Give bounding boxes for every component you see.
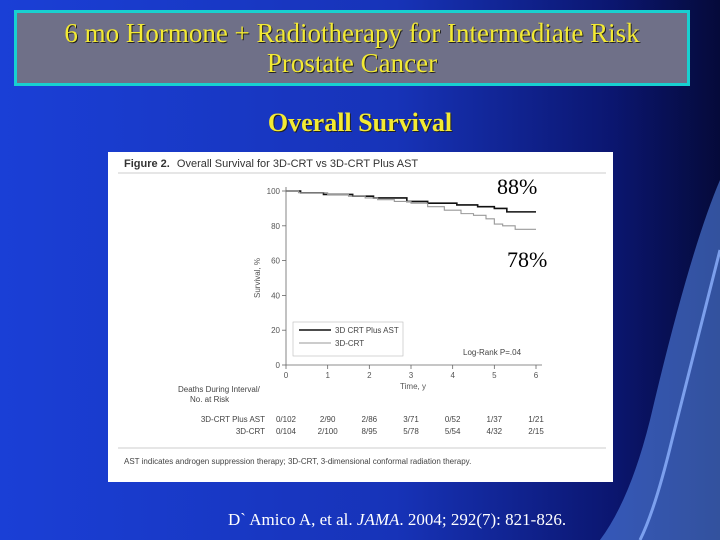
slide-title-line-2: Prostate Cancer [266, 48, 438, 78]
risk-cell-1-4: 5/54 [444, 427, 461, 436]
x-tick-label-4: 4 [450, 371, 455, 380]
figure-footnote: AST indicates androgen suppression therapy; 3D-CRT, 3-dimensional conformal radiation therapy. [124, 457, 472, 466]
citation-journal: JAMA [356, 510, 400, 529]
risk-cell-1-0: 0/104 [275, 427, 297, 436]
risk-header-line-1: Deaths During Interval/ [178, 385, 260, 394]
y-tick-label-40: 40 [271, 291, 280, 301]
log-rank-label: Log-Rank P=.04 [463, 348, 522, 357]
risk-cell-0-2: 2/86 [361, 415, 378, 424]
x-tick-label-0: 0 [283, 371, 289, 380]
plot-area [253, 187, 542, 391]
figure-caption-label: Figure 2. [124, 158, 170, 170]
svg-text:Figure 2. Overall Surviv [124, 158, 418, 170]
risk-cell-0-4: 0/52 [444, 415, 461, 424]
x-tick-label-5: 5 [492, 371, 497, 380]
survival-chart [108, 152, 613, 482]
legend-label-1: 3D-CRT [335, 339, 365, 348]
slide-subtitle: Overall Survival [267, 108, 453, 137]
risk-row-label-1: 3D-CRT [235, 427, 265, 436]
x-tick-label-3: 3 [408, 371, 414, 380]
y-tick-label-60: 60 [271, 256, 280, 266]
y-tick-label-0: 0 [275, 361, 280, 370]
risk-cell-1-1: 2/100 [317, 427, 338, 436]
slide-title-box [14, 10, 690, 86]
y-tick-label-80: 80 [271, 221, 280, 231]
risk-cell-0-3: 3/71 [403, 415, 419, 424]
risk-cell-1-2: 8/95 [361, 427, 378, 436]
survival-figure [108, 152, 613, 482]
annotation-78: 78% [507, 247, 548, 272]
x-tick-label-2: 2 [367, 371, 372, 380]
risk-table [201, 415, 545, 436]
risk-cell-0-0: 0/102 [275, 415, 297, 424]
risk-cell-1-6: 2/15 [528, 427, 544, 436]
y-tick-label-20: 20 [271, 326, 280, 336]
citation [228, 510, 566, 530]
y-axis-title: Survival, % [253, 257, 262, 299]
citation-details: . 2004; 292(7): 821-826. [399, 510, 567, 529]
figure-caption-text: Overall Survival for 3D-CRT vs 3D-CRT Plus AST [176, 158, 419, 170]
risk-cell-0-1: 2/90 [319, 415, 336, 424]
slide-title-line-1: 6 mo Hormone + Radiotherapy for Intermediate Risk [64, 18, 640, 48]
x-tick-label-6: 6 [533, 371, 539, 380]
risk-header-line-2: No. at Risk [190, 395, 230, 404]
citation-authors: D` Amico A, et al. [228, 510, 357, 529]
y-tick-label-100: 100 [266, 187, 280, 196]
risk-cell-1-3: 5/78 [403, 427, 419, 436]
risk-cell-1-5: 4/32 [486, 427, 503, 436]
risk-row-label-0: 3D-CRT Plus AST [200, 415, 265, 424]
x-axis-title: Time, y [400, 382, 426, 391]
risk-cell-0-5: 1/37 [486, 415, 503, 424]
annotation-88: 88% [497, 174, 538, 199]
legend-label-0: 3D CRT Plus AST [335, 326, 399, 335]
x-tick-label-1: 1 [325, 371, 330, 380]
risk-cell-0-6: 1/21 [528, 415, 544, 424]
